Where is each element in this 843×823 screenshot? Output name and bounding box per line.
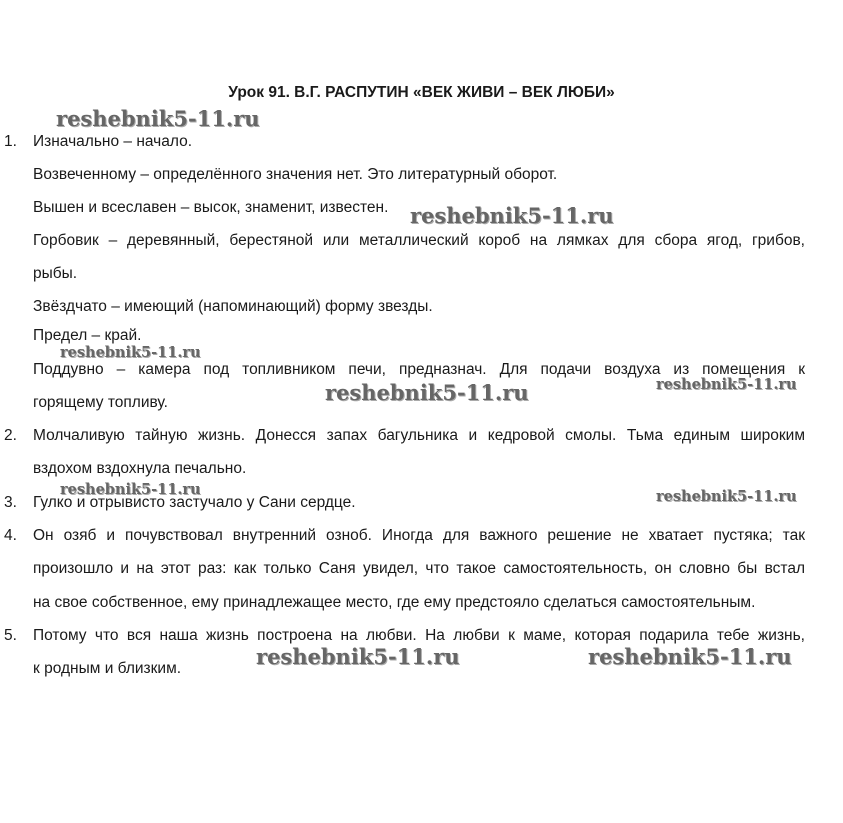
watermark: reshebnik5-11.ru: [410, 203, 614, 228]
text-line: Предел – край.: [33, 327, 142, 344]
text-line: Потому что вся наша жизнь построена на любви. На любви к маме, которая подарила тебе жизнь,: [33, 627, 805, 644]
item-number: 2.: [4, 427, 17, 444]
page-title: Урок 91. В.Г. РАСПУТИН «ВЕК ЖИВИ – ВЕК ЛЮБИ»: [228, 84, 615, 101]
text-line: Гулко и отрывисто застучало у Сани сердце.: [33, 494, 356, 511]
text-line: Возвеченному – определённого значения нет. Это литературный оборот.: [33, 166, 558, 183]
text-line: Молчаливую тайную жизнь. Донесся запах багульника и кедровой смолы. Тьма единым широким: [33, 427, 805, 444]
watermark: reshebnik5-11.ru: [56, 106, 260, 131]
text-line: вздохом вздохнула печально.: [33, 460, 247, 477]
text-line: Вышен и всеславен – высок, знаменит, известен.: [33, 199, 389, 216]
watermark: reshebnik5-11.ru: [60, 344, 201, 361]
watermark: reshebnik5-11.ru: [656, 488, 797, 505]
text-line: горящему топливу.: [33, 394, 168, 411]
text-line: Горбовик – деревянный, берестяной или металлический короб на лямках для сбора ягод, грибов,: [33, 232, 805, 249]
watermark: reshebnik5-11.ru: [588, 644, 792, 669]
item-number: 4.: [4, 527, 17, 544]
item-number: 5.: [4, 627, 17, 644]
watermark: reshebnik5-11.ru: [256, 644, 460, 669]
text-line: Он озяб и почувствовал внутренний озноб. Иногда для важного решение не хватает пустяка; так: [33, 527, 805, 544]
text-line: произошло и на этот раз: как только Саня увидел, что такое самостоятельность, он словно бы встал: [33, 560, 805, 577]
text-line: к родным и близким.: [33, 660, 182, 677]
text-line: Звёздчато – имеющий (напоминающий) форму звезды.: [33, 298, 433, 315]
text-line: Поддувно – камера под топливником печи, предназнач. Для подачи воздуха из помещения к: [33, 361, 805, 378]
watermark: reshebnik5-11.ru: [60, 481, 201, 498]
item-number: 1.: [4, 133, 17, 150]
watermark: reshebnik5-11.ru: [656, 376, 797, 393]
text-line: на свое собственное, ему принадлежащее место, где ему предстояло сделаться самостоятельным.: [33, 594, 756, 611]
text-line: рыбы.: [33, 265, 78, 282]
item-number: 3.: [4, 494, 17, 511]
watermark: reshebnik5-11.ru: [325, 380, 529, 405]
text-line: Изначально – начало.: [33, 133, 192, 150]
